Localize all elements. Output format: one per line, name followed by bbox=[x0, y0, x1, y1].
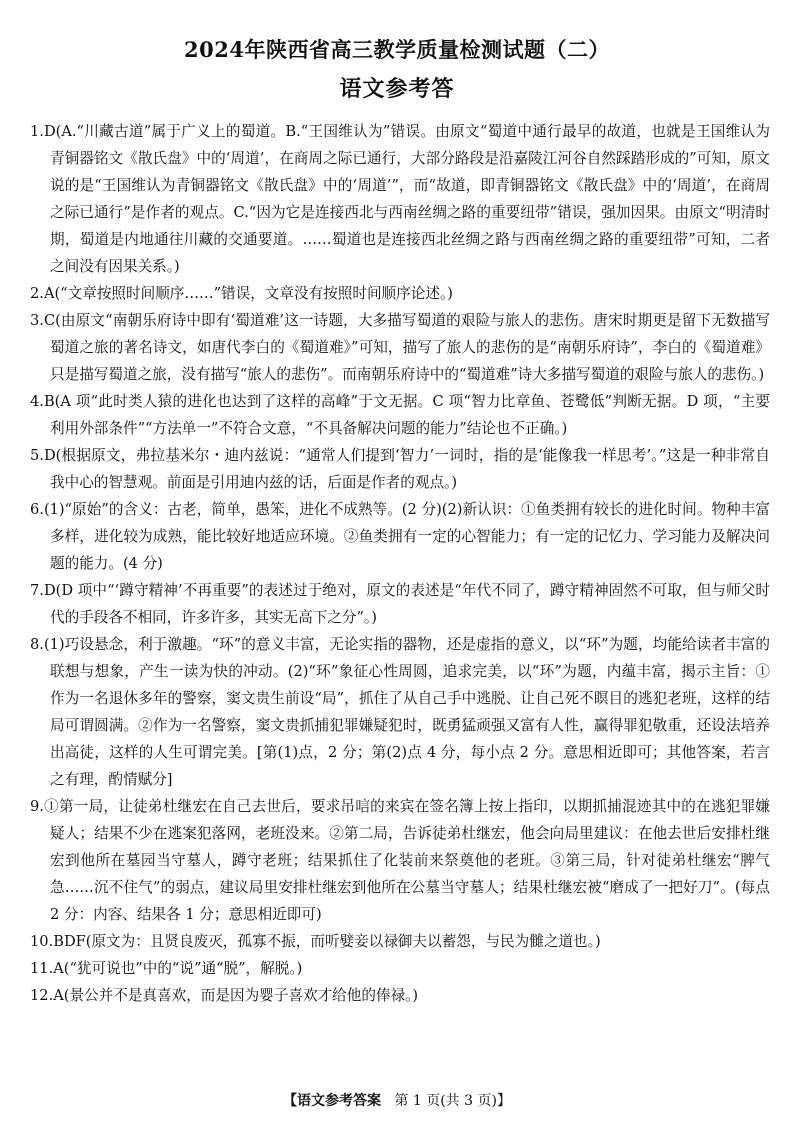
answer-text: (1)“原始”的含义：古老，简单，愚笨，进化不成熟等。(2 分)(2)新认识：①鱼类拥有较长的进化时间。物种丰富多样，进化较为成熟，能比较好地适应环境。②鱼类拥有一定的心智能力；有一定的记忆力、学习能力及解决问题的能力。(4 分) bbox=[43, 501, 770, 572]
answer-item-9 bbox=[30, 793, 770, 928]
footer-document-tag: 【语文参考答案 bbox=[283, 1093, 382, 1109]
answer-text: B(A 项“此时类人猿的进化也达到了这样的高峰”于文无据。C 项“智力比章鱼、苍鹭低”判断无据。D 项，“主要利用外部条件”“方法单一”不符合文意，“不具备解决问题的能力”结论也不正确。) bbox=[43, 393, 770, 437]
answer-item-2 bbox=[30, 280, 770, 307]
answer-text: BDF(原文为：且贤良废灭，孤寡不振，而听嬖妾以禄御夫以蓄怨，与民为雠之道也。) bbox=[53, 933, 601, 950]
answer-number: 11. bbox=[30, 960, 54, 977]
answer-number: 5. bbox=[30, 447, 44, 464]
answer-text: C(由原文“南朝乐府诗中即有‘蜀道难’这一诗题，大多描写蜀道的艰险与旅人的悲伤。唐宋时期更是留下无数描写蜀道之旅的著名诗文，如唐代李白的《蜀道难》”可知，描写了旅人的悲伤的是“南朝乐府诗”，李白的《蜀道难》只是描写蜀道之旅，没有描写“旅人的悲伤”。而南朝乐府诗中的“蜀道难”诗大多描写蜀道的艰险与旅人的悲伤。) bbox=[43, 312, 770, 383]
answer-item-8 bbox=[30, 631, 770, 793]
answer-number: 4. bbox=[30, 393, 44, 410]
page-title: 2024年陕西省高三教学质量检测试题（二） bbox=[184, 37, 610, 62]
answer-text: D(D 项中“‘蹲守精神’不再重要”的表述过于绝对，原文的表述是“年代不同了，蹲守精神固然不可取，但与师父时代的手段各不相同，许多许多，其实无高下之分”。) bbox=[43, 582, 770, 626]
answer-text: A(“文章按照时间顺序……”错误，文章没有按照时间顺序论述。) bbox=[43, 285, 453, 302]
answer-number: 10. bbox=[30, 933, 54, 950]
page-subtitle: 语文参考答 bbox=[339, 76, 455, 102]
answer-item-1 bbox=[30, 118, 770, 280]
answer-item-4 bbox=[30, 388, 770, 442]
answer-number: 12. bbox=[30, 987, 54, 1004]
answer-text: (1)巧设悬念，利于激趣。“环”的意义丰富，无论实指的器物，还是虚指的意义，以“环”为题，均能给读者丰富的联想与想象，产生一读为快的冲动。(2)“环”象征心性周圆，追求完美，以“环”为题，内蕴丰富，揭示主旨：①作为一名退休多年的警察，窦文贵生前设“局”，抓住了从自己手中逃脱、让自己死不瞑目的逃犯老班，这样的结局可谓圆满。②作为一名警察，窦文贵抓捕犯罪嫌疑犯时，既勇猛顽强又富有人性，赢得罪犯敬重，还设法培养出高徒，这样的人生可谓完美。[第(1)点，2 分；第(2)点 4 分，每小点 2 分。意思相近即可；其他答案，若言之有理，酌情赋分] bbox=[43, 636, 770, 788]
answer-item-3 bbox=[30, 307, 770, 388]
answer-number: 2. bbox=[30, 285, 44, 302]
answer-text: ①第一局，让徒弟杜继宏在自己去世后，要求吊唁的来宾在签名簿上按上指印，以期抓捕混迹其中的在逃犯罪嫌疑人；结果不少在逃案犯落网，老班没来。②第二局，告诉徒弟杜继宏，他会向局里建议：在他去世后安排杜继宏到他所在墓园当守墓人，蹲守老班；结果抓住了化装前来祭奠他的老班。③第三局，针对徒弟杜继宏“脾气急……沉不住气”的弱点，建议局里安排杜继宏到他所在公墓当守墓人；结果杜继宏被“磨成了一把好刀”。(每点 2 分：内容、结果各 1 分；意思相近即可) bbox=[43, 798, 770, 923]
page-footer bbox=[0, 1090, 794, 1110]
answer-number: 1. bbox=[30, 123, 44, 140]
answer-text: D(根据原文，弗拉基米尔・迪内兹说：“通常人们提到‘智力’一词时，指的是‘能像我一样思考’。”这是一种非常自我中心的智慧观。前面是引用迪内兹的话，后面是作者的观点。) bbox=[43, 447, 770, 491]
answer-number: 8. bbox=[30, 636, 44, 653]
answer-text: D(A.“川藏古道”属于广义上的蜀道。B.“王国维认为”错误。由原文“蜀道中通行最早的故道，也就是王国维认为青铜器铭文《散氏盘》中的‘周道’，在商周之际已通行，大部分路段是沿嘉陵江河谷自然踩踏形成的”可知，原文说的是“王国维认为青铜器铭文《散氏盘》中的‘周道’”，而“故道，即青铜器铭文《散氏盘》中的‘周道’，在商周之际已通行”是作者的观点。C.“因为它是连接西北与西南丝绸之路的重要纽带”错误，强加因果。由原文“明清时期，蜀道是内地通往川藏的交通要道。……蜀道也是连接西北丝绸之路与西南丝绸之路的重要纽带”可知，二者之间没有因果关系。) bbox=[43, 123, 770, 275]
answer-number: 9. bbox=[30, 798, 44, 815]
answer-text: A(“犹可说也”中的“说”通“脱”，解脱。) bbox=[53, 960, 303, 977]
footer-page-number: 第 1 页(共 3 页)】 bbox=[394, 1093, 511, 1109]
answer-item-10 bbox=[30, 928, 770, 955]
answer-number: 3. bbox=[30, 312, 44, 329]
answer-item-7 bbox=[30, 577, 770, 631]
answer-item-5 bbox=[30, 442, 770, 496]
answer-item-12 bbox=[30, 982, 770, 1009]
answer-item-6 bbox=[30, 496, 770, 577]
answer-text: A(景公并不是真喜欢，而是因为婴子喜欢才给他的俸禄。) bbox=[53, 987, 419, 1004]
answer-list bbox=[30, 118, 770, 1009]
answer-number: 6. bbox=[30, 501, 44, 518]
answer-item-11 bbox=[30, 955, 770, 982]
answer-number: 7. bbox=[30, 582, 44, 599]
